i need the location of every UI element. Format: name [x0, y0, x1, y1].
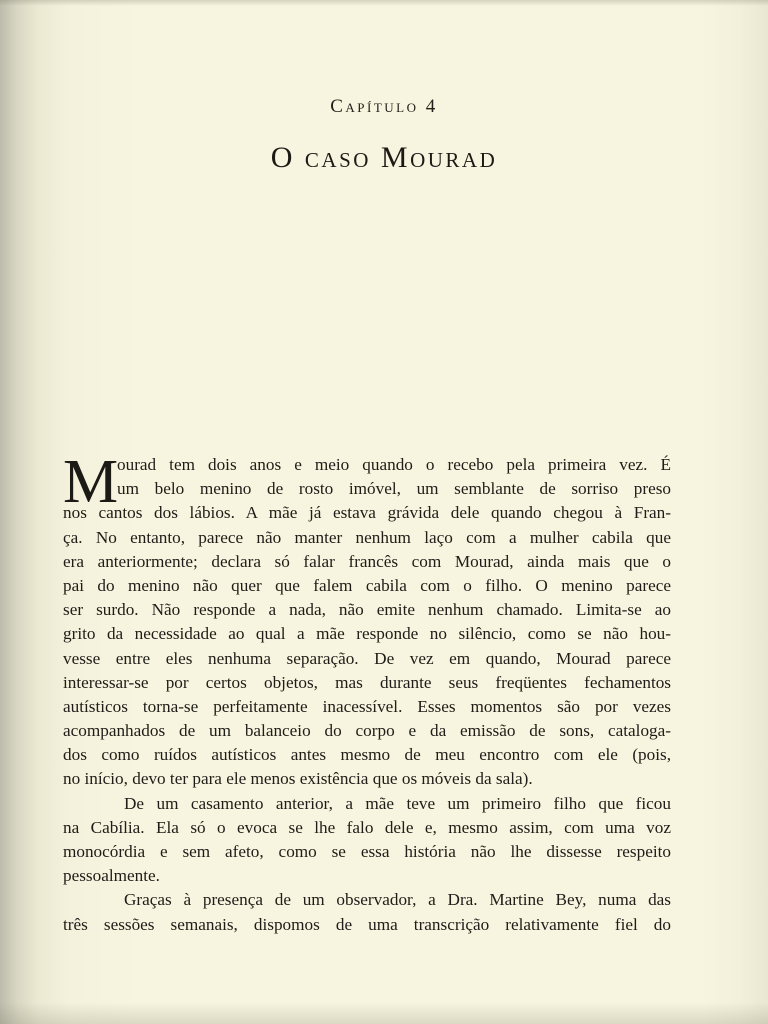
text-line: dos como ruídos autísticos antes mesmo de meu encontro com ele (pois, [63, 745, 671, 765]
text-line: Graças à presença de um observador, a Dra. Martine Bey, numa das [124, 890, 671, 910]
text-line: grito da necessidade ao qual a mãe responde no silêncio, como se não hou- [63, 624, 671, 644]
drop-cap: M [63, 448, 119, 516]
text-line: ourad tem dois anos e meio quando o recebo pela primeira vez. É [117, 455, 671, 474]
text-line: um belo menino de rosto imóvel, um semblante de sorriso preso [117, 479, 671, 499]
text-line: monocórdia e sem afeto, como se essa história não lhe dissesse respeito [63, 842, 671, 861]
text-line: nos cantos dos lábios. A mãe já estava grávida dele quando chegou à Fran- [63, 503, 671, 523]
text-line: pai do menino não quer que falem cabila com o filho. O menino parece [63, 575, 671, 595]
page-top-edge [0, 0, 768, 6]
text-line: ser surdo. Não responde a nada, não emite nenhum chamado. Limita-se ao [63, 600, 671, 620]
text-line: acompanhados de um balanceio do corpo e da emissão de sons, cataloga- [63, 721, 671, 741]
text-line: interessar-se por certos objetos, mas durante seus freqüentes fechamentos [63, 672, 671, 692]
text-line: De um casamento anterior, a mãe teve um primeiro filho que ficou [124, 793, 671, 813]
text-line: era anteriormente; declara só falar francês com Mourad, ainda mais que o [63, 551, 671, 571]
text-line: vesse entre eles nenhuma separação. De vez em quando, Mourad parece [63, 648, 671, 668]
chapter-title: O caso Mourad [270, 141, 498, 174]
chapter-body [63, 448, 671, 937]
text-line: ça. No entanto, parece não manter nenhum laço com a mulher cabila que [63, 527, 671, 547]
page-bottom-edge [0, 1002, 768, 1024]
text-line: na Cabília. Ela só o evoca se lhe falo dele e, mesmo assim, com uma voz [63, 817, 671, 837]
text-line: autísticos torna-se perfeitamente inacessível. Esses momentos são por vezes [63, 696, 671, 716]
text-line: pessoalmente. [63, 866, 160, 886]
text-line: três sessões semanais, dispomos de uma transcrição relativamente fiel do [63, 914, 671, 934]
text-line: no início, devo ter para ele menos existência que os móveis da sala). [63, 769, 533, 789]
chapter-number: Capítulo 4 [330, 96, 438, 117]
